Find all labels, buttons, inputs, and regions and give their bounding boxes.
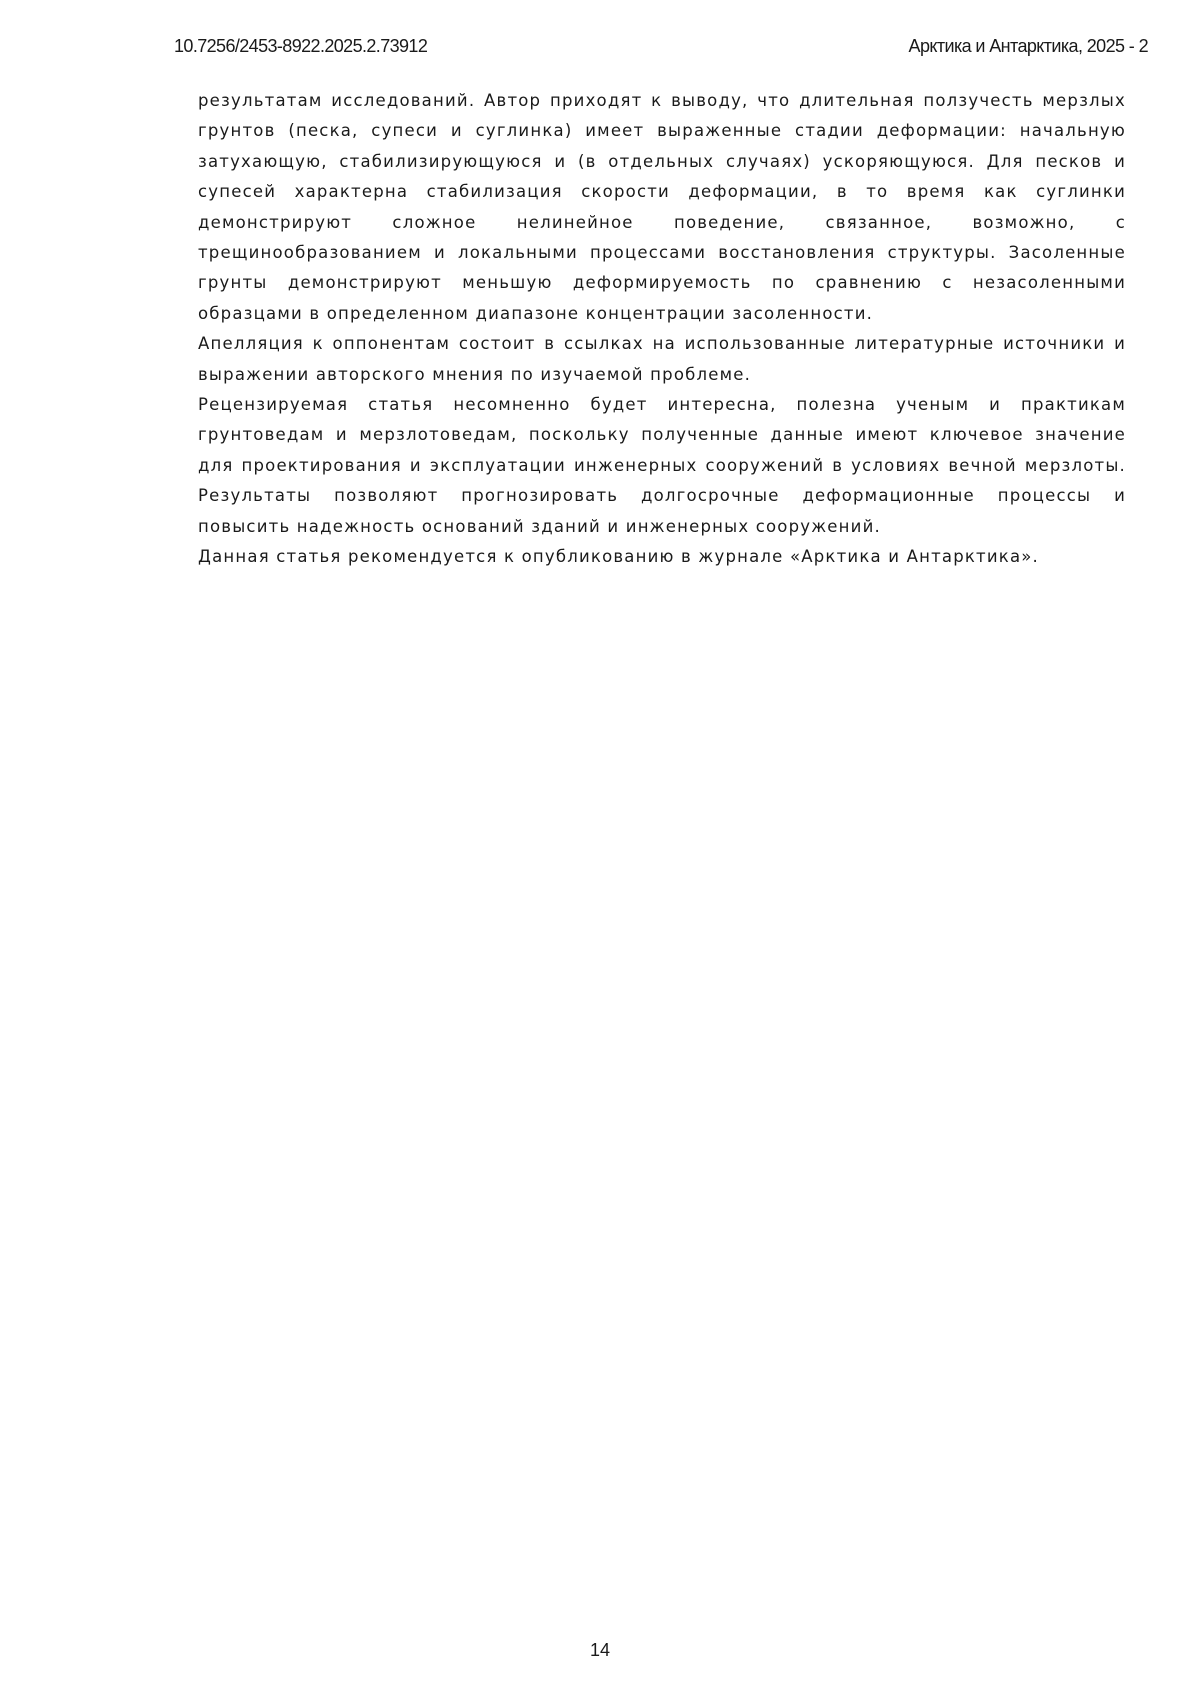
doi-header: 10.7256/2453-8922.2025.2.73912	[174, 36, 428, 56]
paragraph-significance: Рецензируемая статья несомненно будет интересна, полезна ученым и практикам грунтоведам и мерзлотоведам, поскольку полученные данные имеют ключевое значение для проектирования и эксплуатации инженерных сооружений в условиях вечной мерзлоты. Результаты позволяют прогнозировать долгосрочные деформационные процессы и повысить надежность оснований зданий и инженерных сооружений.	[198, 395, 1126, 536]
paragraph-recommendation: Данная статья рекомендуется к опубликованию в журнале «Арктика и Антарктика».	[198, 547, 1040, 567]
page-number: 14	[589, 1640, 611, 1660]
review-body	[198, 86, 1126, 573]
paragraph-opponents: Апелляция к оппонентам состоит в ссылках на использованные литературные источники и выражении авторского мнения по изучаемой проблеме.	[198, 334, 1126, 384]
journal-header: Арктика и Антарктика, 2025 - 2	[908, 36, 1148, 56]
paragraph-findings: результатам исследований. Автор приходят к выводу, что длительная ползучесть мерзлых грунтов (песка, супеси и суглинка) имеет выраженные стадии деформации: начальную затухающую, стабилизирующуюся и (в отдельных случаях) ускоряющуюся. Для песков и супесей характерна стабилизация скорости деформации, в то время как суглинки демонстрируют сложное нелинейное поведение, связанное, возможно, с трещинообразованием и локальными процессами восстановления структуры. Засоленные грунты демонстрируют меньшую деформируемость по сравнению с незасоленными образцами в определенном диапазоне концентрации засоленности.	[198, 91, 1126, 323]
